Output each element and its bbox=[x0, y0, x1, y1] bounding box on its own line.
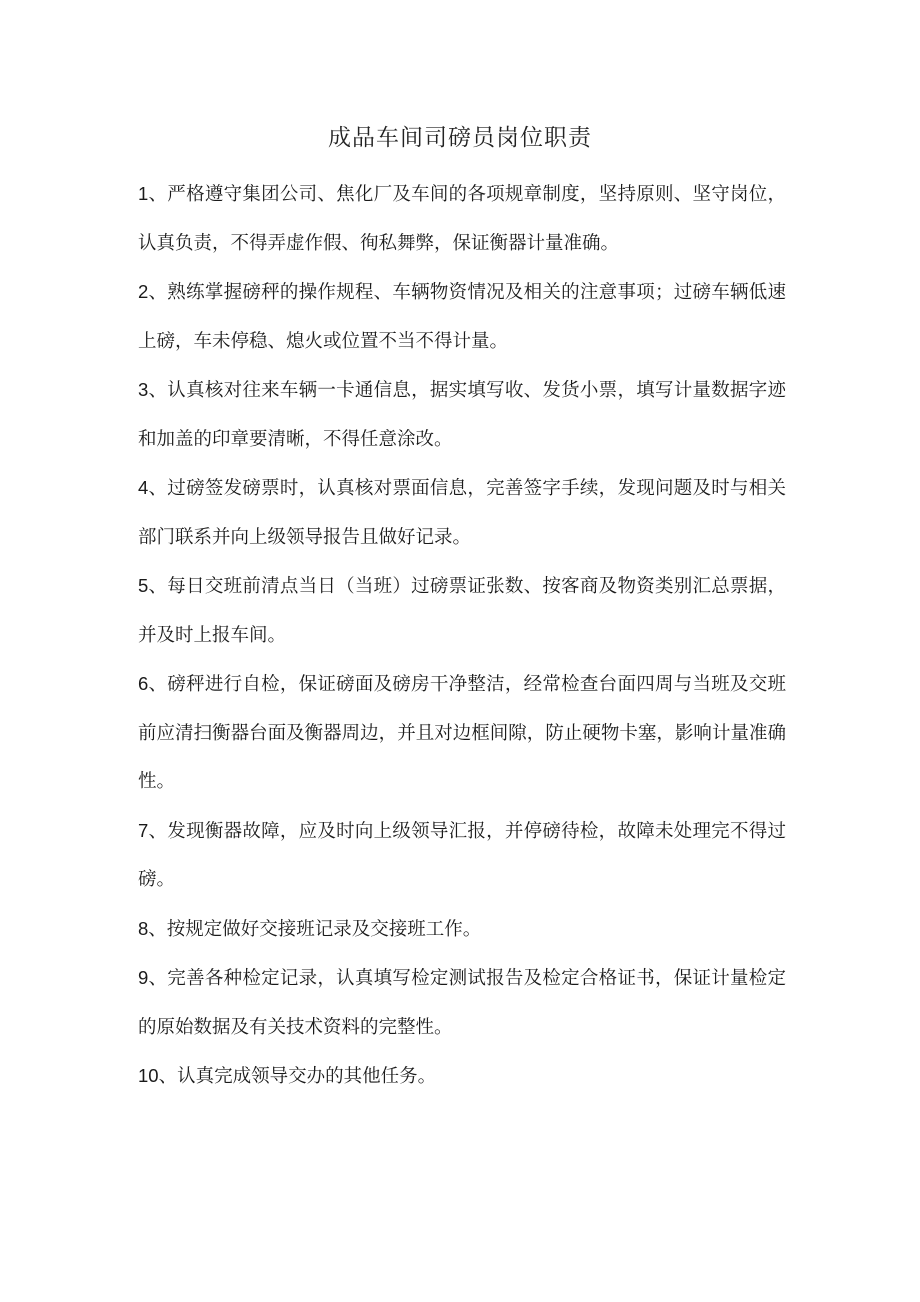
item-text: 、认真核对往来车辆一卡通信息，据实填写收、发货小票，填写计量数据字迹和加盖的印章要清晰，不得任意涂改。 bbox=[138, 380, 786, 450]
item-number: 3 bbox=[138, 379, 149, 400]
item-number: 1 bbox=[138, 183, 149, 204]
item-number: 10 bbox=[138, 1065, 159, 1086]
duty-item-4 bbox=[138, 464, 786, 562]
item-number: 5 bbox=[138, 575, 149, 596]
item-text: 、过磅签发磅票时，认真核对票面信息，完善签字手续，发现问题及时与相关部门联系并向上级领导报告且做好记录。 bbox=[138, 478, 786, 548]
item-text: 、严格遵守集团公司、焦化厂及车间的各项规章制度，坚持原则、坚守岗位，认真负责，不得弄虚作假、徇私舞弊，保证衡器计量准确。 bbox=[138, 184, 786, 254]
item-text: 、完善各种检定记录，认真填写检定测试报告及检定合格证书，保证计量检定的原始数据及有关技术资料的完整性。 bbox=[138, 968, 786, 1038]
duty-item-2 bbox=[138, 268, 786, 366]
duty-item-6 bbox=[138, 660, 786, 807]
duty-item-8 bbox=[138, 905, 786, 955]
item-text: 、磅秤进行自检，保证磅面及磅房干净整洁，经常检查台面四周与当班及交班前应清扫衡器台面及衡器周边，并且对边框间隙，防止硬物卡塞，影响计量准确性。 bbox=[138, 674, 786, 792]
item-number: 2 bbox=[138, 281, 149, 302]
duty-item-1 bbox=[138, 170, 786, 268]
duty-item-3 bbox=[138, 366, 786, 464]
duty-item-5 bbox=[138, 562, 786, 660]
duty-item-9 bbox=[138, 954, 786, 1052]
item-number: 4 bbox=[138, 477, 149, 498]
item-number: 7 bbox=[138, 819, 149, 841]
item-text: 、按规定做好交接班记录及交接班工作。 bbox=[148, 918, 482, 940]
item-text: 、发现衡器故障，应及时向上级领导汇报，并停磅待检，故障未处理完不得过磅。 bbox=[138, 820, 786, 890]
duty-item-7 bbox=[138, 807, 786, 905]
item-text: 、熟练掌握磅秤的操作规程、车辆物资情况及相关的注意事项；过磅车辆低速上磅，车未停稳、熄火或位置不当不得计量。 bbox=[138, 282, 786, 352]
item-text: 、认真完成领导交办的其他任务。 bbox=[158, 1066, 437, 1087]
item-number: 8 bbox=[138, 917, 149, 939]
duty-item-10 bbox=[138, 1052, 786, 1102]
item-text: 、每日交班前清点当日（当班）过磅票证张数、按客商及物资类别汇总票据，并及时上报车间。 bbox=[138, 576, 786, 646]
item-number: 9 bbox=[138, 967, 149, 988]
document-title: 成品车间司磅员岗位职责 bbox=[328, 125, 592, 151]
item-number: 6 bbox=[138, 673, 149, 694]
duty-list bbox=[138, 170, 786, 1102]
